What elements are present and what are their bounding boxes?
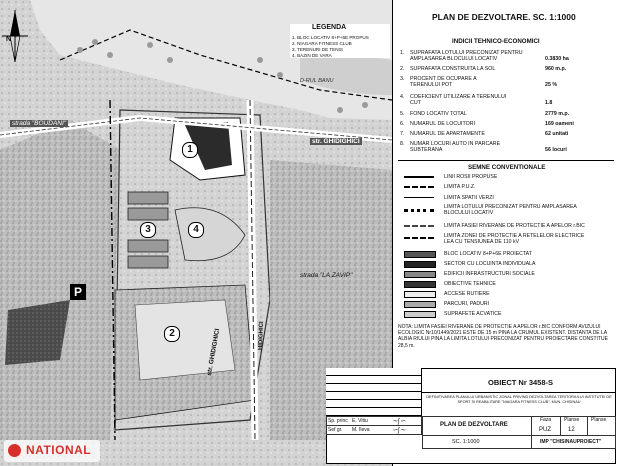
- accese-rutiere-symbol: [404, 291, 436, 298]
- watermark-text: NATIONAL: [26, 443, 92, 457]
- street-boudani-label: strada "BOUDANI": [12, 120, 67, 127]
- parking-marker: P: [70, 284, 86, 300]
- tennis-court-2: [128, 208, 168, 220]
- indici-row-2: [400, 66, 614, 74]
- bloc-locativ-symbol: [404, 251, 436, 258]
- legenda-title: LEGENDA: [312, 24, 347, 31]
- separator-line: [398, 160, 614, 161]
- project-description: DEFINITIVAREA PLANULUI URBANISTIC ZONAL PRIVIND DEZVOLTAREA TERITORIULUI INSTITUTEI DE SPORT SI REABILITARE "NIAGARA FITNESS CLUB", MUN. CHISINAU: [426, 395, 612, 404]
- indici-row-6-number: 6.: [400, 121, 405, 127]
- note-text: NOTA: LIMITA FASIEI RIVERANE DE PROTECTIE A APELOR r.BIC CONFORM AVIZULUI ECOLOGIC Nr10/1449/2021 ESTE DE 15 m PINA LA CRUMUL EXISTENT. DISTANTA DE LA ALBIA RIULUI PINA LA LIMITA LOTULUI PRECONIZAT PENTRU PROIECTARE CONSTITUE 28,5 m.: [398, 324, 608, 349]
- sef-gr-name: M. Ileva: [352, 427, 370, 433]
- indici-row-7: [400, 131, 614, 139]
- electric-zone-symbol: [404, 237, 434, 239]
- signature-1-icon: ∼∫∽: [392, 418, 406, 425]
- lot-limit-symbol: [404, 209, 434, 212]
- lake-label: D-RUL BANU: [300, 78, 334, 84]
- street-la-zavip-label: strada "LA ZAVIP": [300, 272, 353, 279]
- plot-4-marker: 4: [188, 222, 204, 238]
- indici-row-4-label: COEFICIENT UTILIZARE A TERENULUI CUT: [410, 94, 507, 106]
- semne-item-9: EDIFICII INFRASTRUCTURI SOCIALE: [444, 271, 535, 277]
- planse-label: Planse: [564, 417, 580, 423]
- indici-title: INDICII TEHNICO-ECONOMICI: [452, 38, 540, 45]
- indici-row-5-number: 5.: [400, 111, 405, 117]
- semne-item-1: LINII ROSII PROPUSE: [444, 174, 498, 180]
- indici-row-1-value: 0.3830 ha: [545, 56, 569, 62]
- tennis-court-4: [128, 256, 168, 268]
- red-lines-symbol: [404, 176, 434, 178]
- indici-row-7-value: 62 unitati: [545, 131, 569, 137]
- housing-sector: [0, 120, 120, 440]
- indici-row-8: [400, 141, 614, 155]
- indici-row-8-label: NUMAR LOCURI AUTO IN PARCARE SUBTERANA: [410, 141, 501, 153]
- legenda-box: [290, 24, 390, 58]
- company-name: IMP "CHISINAUPROIECT": [540, 439, 602, 445]
- semne-title: SEMNE CONVENTIONALE: [468, 164, 546, 171]
- suprafete-acvatice-symbol: [404, 311, 436, 318]
- indici-row-4-value: 1.8: [545, 100, 553, 106]
- plot-1-marker: 1: [182, 142, 198, 158]
- indici-row-6-label: NUMARUL DE LOCUITORI: [410, 121, 476, 127]
- semne-item-2: LIMITA P.U.Z.: [444, 184, 476, 190]
- housing-block-dark: [5, 300, 70, 365]
- indici-row-2-label: SUPRAFATA CONSTRUITA LA SOL: [410, 66, 496, 72]
- national-logo: [4, 440, 100, 462]
- street-hidighici-label: HIDIGHICI: [258, 321, 265, 351]
- indici-row-2-number: 2.: [400, 66, 405, 72]
- edificii-symbol: [404, 271, 436, 278]
- legenda-item-1: 1. BLOC LOCATIV 8+P+6E PROPUS: [292, 35, 369, 40]
- indici-row-3-label: PROCENT DE OCUPARE A TERENULUI POT: [410, 76, 477, 88]
- indici-row-3: [400, 76, 614, 90]
- title-block-stamp-rows: [326, 368, 422, 416]
- semne-item-10: OBIECTIVE TEHNICE: [444, 281, 496, 287]
- semne-item-6: LIMITA ZONEI DE PROTECTIE A RETELELOR ELECTRICE LEA CU TENSIUNEA DE 110 kV: [444, 233, 585, 245]
- north-label: N: [6, 36, 12, 43]
- indici-row-4-number: 4.: [400, 94, 405, 100]
- semne-item-3: LIMITA SPATII VERZI: [444, 195, 494, 201]
- indici-row-1-number: 1.: [400, 50, 405, 56]
- indici-row-8-value: 56 locuri: [545, 147, 567, 153]
- sp-princ-label: Sp. princ: [328, 418, 348, 424]
- street-ghidighici-label: str. GHIDIGHICI: [312, 138, 360, 145]
- green-limit-symbol: [404, 197, 434, 198]
- plot-2-marker: 2: [164, 326, 180, 342]
- indici-row-7-number: 7.: [400, 131, 405, 137]
- legenda-item-4: 4. BAZIN DE VARA: [292, 53, 332, 58]
- semne-item-8: SECTOR CU LOCUINTA INDIVIDUALA: [444, 261, 536, 267]
- planse2-label: Planse: [591, 417, 607, 423]
- plot-3-marker: 3: [140, 222, 156, 238]
- indici-row-7-label: NUMARUL DE APARTAMENTE: [410, 131, 485, 137]
- indici-row-1: [400, 50, 614, 64]
- tennis-court-3: [128, 240, 168, 252]
- indici-row-2-value: 960 m.p.: [545, 66, 567, 72]
- signature-2-icon: ∽∫∼: [392, 427, 406, 434]
- obiective-tehnice-symbol: [404, 281, 436, 288]
- puz-limit-symbol: [404, 186, 434, 188]
- obiect-number: OBIECT Nr 3458-S: [488, 378, 554, 387]
- parcuri-symbol: [404, 301, 436, 308]
- semne-item-13: SUPRAFETE ACVATICE: [444, 311, 502, 317]
- indici-row-3-value: 25 %: [545, 82, 558, 88]
- indici-row-8-number: 8.: [400, 141, 405, 147]
- legenda-item-2: 2. NIAGARA FITNESS CLUB: [292, 41, 352, 46]
- fitness-club-footprint: [135, 300, 235, 380]
- semne-item-11: ACCESE RUTIERE: [444, 291, 490, 297]
- indici-row-6-value: 169 oameni: [545, 121, 574, 127]
- street-ghidighici-vertical-label: str. GHIDIGHICI: [206, 328, 222, 377]
- indici-row-3-number: 3.: [400, 76, 405, 82]
- tennis-court-1: [128, 192, 168, 204]
- indici-row-5: [400, 111, 614, 119]
- semne-item-4: LIMITA LOTULUI PRECONIZAT PENTRU AMPLASAREA BLOCULUI LOCATIV: [444, 204, 577, 216]
- scale-text: SC. 1:1000: [452, 439, 480, 445]
- semne-item-7: BLOC LOCATIV 8+P+6E PROIECTAT: [444, 251, 532, 257]
- indici-row-5-label: FOND LOCATIV TOTAL: [410, 111, 467, 117]
- indici-row-6: [400, 121, 614, 129]
- indici-row-4: [400, 94, 614, 108]
- faza-label: Faza: [540, 417, 552, 423]
- planse-value: 12: [568, 427, 575, 433]
- drawing-title: PLAN DE DEZVOLTARE: [440, 422, 508, 428]
- riverane-limit-symbol: [404, 225, 434, 227]
- national-logo-dot-icon: [8, 444, 21, 457]
- indici-row-5-value: 2779 m.p.: [545, 111, 570, 117]
- obiect-line: [422, 392, 616, 393]
- legenda-item-3: 3. TERENURI DE TENIS: [292, 47, 343, 52]
- sef-gr-label: Sef gr.: [328, 427, 343, 433]
- sector-locuinta-symbol: [404, 261, 436, 268]
- indici-row-1-label: SUPRAFATA LOTULUI PRECONIZAT PENTRU AMPLASAREA BLOCULUI LOCATIV: [410, 50, 523, 62]
- faza-value: PUZ: [539, 427, 551, 433]
- semne-item-12: PARCURI, PADURI: [444, 301, 490, 307]
- semne-item-5: LIMITA FASIEI RIVERANE DE PROTECTIE A APELOR r.BIC: [444, 223, 585, 229]
- plan-title: PLAN DE DEZVOLTARE. SC. 1:1000: [432, 12, 576, 22]
- sp-princ-name: E. Vitiu: [352, 418, 368, 424]
